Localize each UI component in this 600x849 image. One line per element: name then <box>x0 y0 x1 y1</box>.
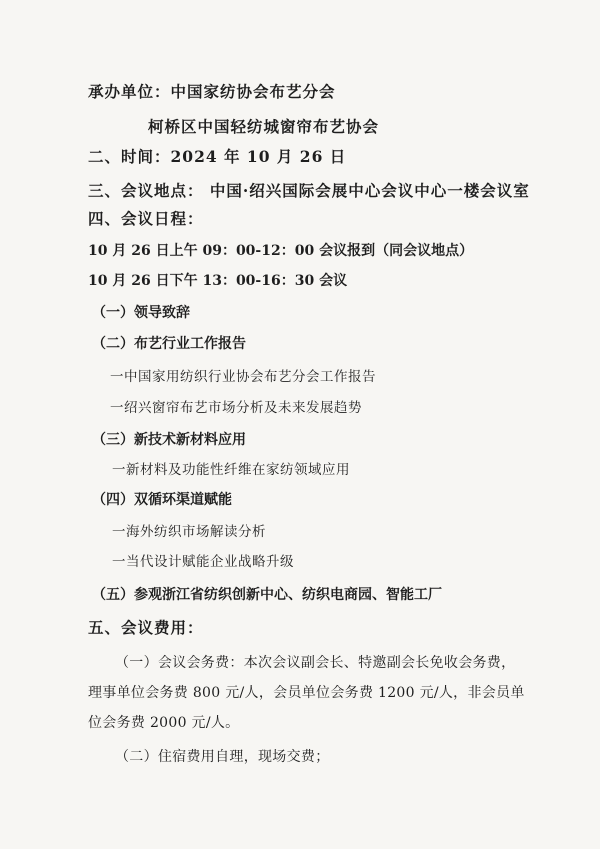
fees-heading: 五、会议费用： <box>88 618 204 637</box>
agenda-section-4: （四）双循环渠道赋能 <box>92 492 232 508</box>
agenda-item: 一海外纺织市场解读分析 <box>112 524 266 540</box>
fees-paragraph-1: （一）会议会务费：本次会议副会长、特邀副会长免收会务费， <box>115 655 516 671</box>
schedule-afternoon: 10 月 26 日下午 13：00-16：30 会议 <box>88 273 348 289</box>
agenda-item: 一新材料及功能性纤维在家纺领域应用 <box>112 462 350 478</box>
agenda-item: 一当代设计赋能企业战略升级 <box>112 554 294 570</box>
agenda-section-3: （三）新技术新材料应用 <box>92 432 246 448</box>
fees-paragraph-1-end: 位会务费 2000 元/人。 <box>88 715 240 731</box>
agenda-heading: 四、会议日程： <box>88 209 204 228</box>
fees-paragraph-2: （二）住宿费用自理，现场交费； <box>115 749 330 765</box>
agenda-section-2: （二）布艺行业工作报告 <box>92 336 246 352</box>
venue-line: 三、会议地点： 中国·绍兴国际会展中心会议中心一楼会议室 <box>88 181 530 200</box>
schedule-morning: 10 月 26 日上午 09：00-12：00 会议报到（同会议地点） <box>88 243 474 259</box>
agenda-section-5: （五）参观浙江省纺织创新中心、纺织电商园、智能工厂 <box>92 587 442 603</box>
organizer-line-2: 柯桥区中国轻纺城窗帘布艺协会 <box>148 117 380 136</box>
agenda-item: 一绍兴窗帘布艺市场分析及未来发展趋势 <box>110 400 362 416</box>
fees-paragraph-1-cont: 理事单位会务费 800 元/人，会员单位会务费 1200 元/人，非会员单 <box>88 685 525 701</box>
organizer-line-1: 承办单位：中国家纺协会布艺分会 <box>88 82 336 101</box>
time-line: 二、时间：2024 年 10 月 26 日 <box>88 147 347 166</box>
agenda-item: 一中国家用纺织行业协会布艺分会工作报告 <box>110 369 376 385</box>
agenda-section-1: （一）领导致辞 <box>92 305 190 321</box>
